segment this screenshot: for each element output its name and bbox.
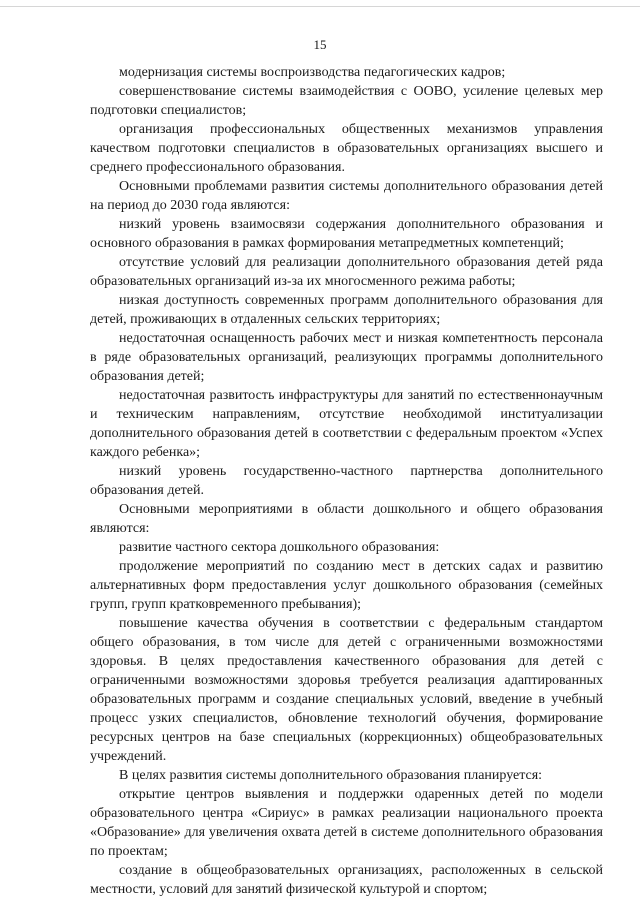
scan-edge-line <box>0 6 640 7</box>
page-number: 15 <box>313 37 327 52</box>
paragraph: открытие центров выявления и поддержки одаренных детей по модели образовательного центра «Сириус» в рамках реализации национального проекта «Образование» для увеличения охвата детей в системе дополнительного образования по проектам; <box>90 787 603 859</box>
paragraph: низкая доступность современных программ дополнительного образования для детей, проживающих в отдаленных сельских территориях; <box>90 293 603 327</box>
paragraph: недостаточная развитость инфраструктуры для занятий по естественнонаучным и техническим направлениям, отсутствие необходимой институализации дополнительного образования детей в соответствии с федеральным проектом «Успех каждого ребенка»; <box>90 388 603 460</box>
paragraph: создание в общеобразовательных организациях, расположенных в сельской местности, условий для занятий физической культурой и спортом; <box>90 863 603 897</box>
paragraph: организация профессиональных общественных механизмов управления качеством подготовки специалистов в образовательных организациях высшего и среднего профессионального образования. <box>90 122 603 175</box>
paragraph: Основными проблемами развития системы дополнительного образования детей на период до 2030 года являются: <box>90 179 603 213</box>
paragraph: недостаточная оснащенность рабочих мест и низкая компетентность персонала в ряде образовательных организаций, реализующих программы дополнительного образования детей; <box>90 331 603 384</box>
paragraph: модернизация системы воспроизводства педагогических кадров; <box>119 65 506 80</box>
paragraph: Основными мероприятиями в области дошкольного и общего образования являются: <box>90 502 603 536</box>
document-body <box>90 63 603 899</box>
paragraph: В целях развития системы дополнительного образования планируется: <box>119 768 543 783</box>
paragraph: развитие частного сектора дошкольного образования: <box>119 540 440 555</box>
paragraph: повышение качества обучения в соответствии с федеральным стандартом общего образования, в том числе для детей с ограниченными возможностями здоровья. В целях предоставления качественного образования для детей с ограниченными возможностями здоровья требуется реализация адаптированных образовательных программ и создание специальных условий, введение в учебный процесс узких специалистов, обновление технологий обучения, формирование ресурсных центров на базе специальных (коррекционных) общеобразовательных учреждений. <box>90 616 603 764</box>
paragraph: отсутствие условий для реализации дополнительного образования детей ряда образовательных организаций из-за их многосменного режима работы; <box>90 255 603 289</box>
paragraph: продолжение мероприятий по созданию мест в детских садах и развитию альтернативных форм предоставления услуг дошкольного образования (семейных групп, групп кратковременного пребывания); <box>90 559 603 612</box>
paragraph: совершенствование системы взаимодействия с ООВО, усиление целевых мер подготовки специалистов; <box>90 84 603 118</box>
paragraph: низкий уровень взаимосвязи содержания дополнительного образования и основного образования в рамках формирования метапредметных компетенций; <box>90 217 603 251</box>
paragraph: низкий уровень государственно-частного партнерства дополнительного образования детей. <box>90 464 603 498</box>
